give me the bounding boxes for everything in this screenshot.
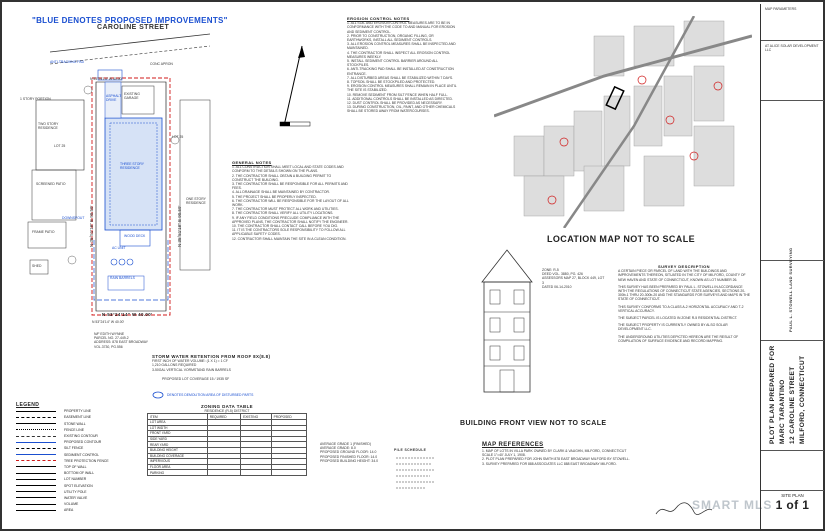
lot-right: LOT 25 <box>172 135 184 139</box>
legend-item <box>16 507 146 513</box>
north-bearing: N 53°24'14" W 40.00' <box>90 77 123 81</box>
table-cell: PARKING <box>148 470 208 476</box>
table-cell: FRONT YARD <box>148 431 208 437</box>
legend-list <box>16 408 146 513</box>
parcel-line: VOL.3730, PG.556 <box>94 344 123 349</box>
note-item: 3. ALL EROSION CONTROL MEASURES SHALL BE INSPECTED AND MAINTAINED. <box>347 42 456 51</box>
south-bearing: N 53°24'14" W 40.00' <box>92 320 125 324</box>
note-item: 5. INSTALL SEDIMENT CONTROL BARRIER AROUND ALL STOCKPILES. <box>347 59 439 68</box>
north-arrow-icon <box>274 42 314 132</box>
legend-label: EASEMENT LINE <box>64 415 92 420</box>
pile-schedule-sketch <box>394 452 438 492</box>
storm-water-line: 3-50GAL VERTICAL VORMSTAND RAIN BARRELS <box>152 367 231 372</box>
legend-swatch <box>16 485 56 486</box>
table-cell: REAR YARD <box>148 442 208 448</box>
location-map <box>494 16 752 228</box>
legend-label: LOT NUMBER <box>64 477 87 482</box>
table-cell: LOT WIDTH <box>148 425 208 431</box>
map-reference-item: 3. SURVEY PREPARED FOR 888 ASSOCIATES LLC 888 EAST BROADWAY MILFORD. <box>482 461 617 466</box>
note-item: 12. DUST CONTROL SHALL BE PROVIDED AS NECESSARY. <box>347 101 443 106</box>
pile-schedule-title: PILE SCHEDULE <box>394 448 427 452</box>
legend-label: AREA <box>64 508 74 513</box>
label-screened-patio: SCREENED PATIO <box>36 182 66 186</box>
lot-left: LOT 25 <box>54 144 66 148</box>
legend-label: VOLUME <box>64 502 79 507</box>
note-item: 10. THE CONTRACTOR SHALL CONTACT CALL BEFORE YOU DIG. <box>232 224 339 229</box>
note-item: 1. ALL CONSTRUCTION SHALL MEET LOCAL AND STATE CODES AND CONFORM TO THE DETAILS SHOWN ON THE PLANS. <box>232 165 344 174</box>
legend-swatch <box>16 510 56 511</box>
table-row <box>148 470 307 476</box>
note-item: 11. IT IS THE CONTRACTORS SOLE RESPONSIBILITY TO FOLLOW ALL APPLICABLE SAFETY CODES. <box>232 228 346 237</box>
front-view-caption: BUILDING FRONT VIEW NOT TO SCALE <box>460 420 607 427</box>
table-cell: REQUIRED <box>207 414 240 420</box>
parcel-line: ADDRESS: 878 EAST BROADWAY <box>94 340 149 345</box>
assessor-line: ASSESSORS MAP 27, BLOCK 449, LOT 3 <box>542 276 605 285</box>
legend-label: SEDIMENT CONTROL <box>64 452 99 457</box>
survey-paragraph: THIS SURVEY CONFORMS TO A CLASS A-2 HORIZONTAL ACCURACY AND T-2 VERTICAL ACCURACY. <box>618 304 744 313</box>
zoning-title: ZONING DATA TABLE <box>201 404 253 409</box>
building-front-view <box>472 242 542 402</box>
table-cell: EXISTING <box>241 414 271 420</box>
label-two-story-residence: TWO STORY RESIDENCE <box>38 122 59 131</box>
storm-water-line: FIRST INCH OF WATER VOLUME: (1 X 1) = 1 CF <box>152 359 228 364</box>
survey-paragraph: THE SUBJECT PARCEL IS LOCATED IN ZONE R-5 RESIDENTIAL DISTRICT. <box>618 316 738 321</box>
note-item: 3. THE CONTRACTOR SHALL BE RESPONSIBLE FOR ALL PERMITS AND FEES. <box>232 182 348 191</box>
tb-sheet <box>761 490 824 529</box>
note-item: 9. EROSION CONTROL MEASURES SHALL REMAIN IN PLACE UNTIL THE SITE IS STABILIZED. <box>347 84 457 93</box>
grade-line: AVERAGE GRADE 1 (FINISHED) <box>320 442 371 446</box>
assessor-line: DATED 06-14-2010 <box>542 284 572 289</box>
tb-top-label: MAP PARAMETERS <box>765 7 797 11</box>
legend-swatch <box>16 417 56 418</box>
parcel-line: PARCEL NO. 27-449-2 <box>94 336 129 341</box>
watermark: SMART MLS <box>692 498 773 512</box>
table-cell: BUILDING COVERAGE <box>148 453 208 459</box>
map-reference-item: 1. MAP OF LOTS IN VILLA PARK OWNED BY CLARK & VAUGHN, MILFORD, CONNECTICUT SCALE 1"=40' JULY 1, 1908. <box>482 449 627 458</box>
south-bearing-bottom: N 53°24'14" W 40.00' <box>102 312 153 317</box>
note-item: 4. THE CONTRACTOR SHALL INSPECT ALL EROSION CONTROL MEASURES WEEKLY. <box>347 50 451 59</box>
legend-swatch <box>16 454 56 455</box>
legend-label: EXISTING CONTOUR <box>64 434 98 439</box>
legend-swatch <box>16 436 56 437</box>
legend-swatch <box>16 448 56 449</box>
table-cell <box>241 470 271 476</box>
tb-sheet-no: 1 of 1 <box>775 498 810 513</box>
legend-label: STONE WALL <box>64 421 86 426</box>
legend-swatch <box>16 479 56 480</box>
coverage-note <box>162 377 229 381</box>
legend-swatch <box>16 460 56 461</box>
erosion-notes <box>347 16 459 114</box>
legend-label: SILT FENCE <box>64 446 84 451</box>
label-rain-barrels: RAIN BARRELS <box>110 276 135 280</box>
note-item: 8. TOPSOIL SHALL BE STOCKPILED AND PROTECTED. <box>347 80 436 85</box>
note-item: 2. PRIOR TO CONSTRUCTION, ORGANIC FILLING, OR EARTHWORKS, INSTALL ALL SEDIMENT CONTROLS. <box>347 33 434 43</box>
assessor-info <box>542 268 606 289</box>
legend-label: BOTTOM OF WALL <box>64 471 95 476</box>
location-map-caption: LOCATION MAP NOT TO SCALE <box>547 234 696 244</box>
tb-plan-title: PLOT PLAN PREPARED FOR <box>769 345 776 444</box>
assessor-line: ZONE: R-5 <box>542 268 559 272</box>
legend-swatch <box>16 504 56 505</box>
note-item: 7. THE CONTRACTOR MUST PROTECT ALL WORK AND UTILITIES. <box>232 207 339 212</box>
note-item: 8. THE CONTRACTOR SHALL VERIFY ALL UTILITY LOCATIONS. <box>232 211 334 216</box>
legend-swatch <box>16 423 56 424</box>
tb-stamp-name: PAUL L. STOWELL LAND SURVEYING <box>788 247 793 332</box>
tb-client-top <box>761 40 824 101</box>
note-item: 2. THE CONTRACTOR SHALL OBTAIN A BUILDING PERMIT TO CONSTRUCT THE BUILDING. <box>232 173 332 182</box>
label-anti-tracking-pad: ANTI-TRACKING PAD <box>50 60 85 64</box>
tb-revisions <box>761 100 824 261</box>
grade-line: PROPOSED FINISHED FLOOR: 14.0 <box>320 454 378 459</box>
table-cell: FLOOR AREA <box>148 464 208 470</box>
tb-client-top-text: AT ALICE SOLAR DEVELOPMENT LLC <box>765 44 819 53</box>
storm-water-title: STORM WATER RETENTION FROM ROOF 8X(8.8) <box>152 354 271 359</box>
survey-paragraph: A CERTAIN PIECE OR PARCEL OF LAND WITH THE BUILDINGS AND IMPROVEMENTS THEREON, SITUATED IN THE CITY OF MILFORD, COUNTY OF NEW HAVEN AND STATE OF CONNECTICUT, KNOWN AS LOT NUMBER 26. <box>618 269 746 282</box>
label-wood-deck: WOOD DECK <box>124 234 146 238</box>
legend-label: TREE PROTECTION FENCE <box>64 458 109 463</box>
map-reference-item: 2. PLOT PLAN PREPARED FOR JOHN SMITH 878 EAST BROADWAY MILFORD BY STOWELL. <box>482 457 630 462</box>
pile-schedule <box>394 448 438 497</box>
legend-swatch <box>16 429 56 430</box>
note-item: 1. ALL SOIL AND EROSION CONTROL MEASURES ARE TO BE IN CONFORMANCE WITH THE CODE TO AND MANUAL FOR EROSION AND SEDIMENT CONTROL. <box>347 21 456 34</box>
label-proposed-residence: THREE STORY RESIDENCE <box>120 162 144 171</box>
survey-paragraph: THIS SURVEY HAS BEEN PREPARED BY PAUL L. STOWELL IN ACCORDANCE WITH THE REGULATIONS OF CONNECTICUT STATE AGENCIES, SECTIONS 20-300b-1 THRU 20-300b-20 AND THE STANDARDS FOR SURVEYS AND MAPS IN THE STATE OF CONNECTICUT. <box>618 284 750 302</box>
label-concrete-apron: CONC APRON <box>150 62 173 66</box>
legend-swatch <box>16 411 56 412</box>
label-existing-garage: EXISTING GARAGE <box>124 92 140 101</box>
label-ac-unit: AC UNIT <box>112 246 126 250</box>
map-references-title: MAP REFERENCES <box>482 442 544 448</box>
tb-stamp <box>761 247 824 341</box>
label-shed: SHED <box>32 264 42 268</box>
legend-label: WATER VALVE <box>64 495 88 500</box>
table-cell <box>207 470 240 476</box>
survey-title: SURVEY DESCRIPTION <box>658 264 710 269</box>
legend-swatch <box>16 491 56 492</box>
survey-description <box>618 264 750 346</box>
tb-info <box>761 450 824 491</box>
zoning-subtitle: RESIDENCE (R-5) DISTRICT <box>204 409 250 414</box>
tb-project <box>761 340 824 451</box>
grade-notes <box>320 442 390 463</box>
legend-swatch <box>16 473 56 474</box>
parcel-line: N/F EDITH WYNNE <box>94 332 125 336</box>
legend-label: UTILITY POLE <box>64 489 87 494</box>
label-one-story-right: ONE STORY RESIDENCE <box>186 197 206 206</box>
table-cell: BUILDING HEIGHT <box>148 447 208 453</box>
tb-parameters <box>761 4 824 41</box>
note-item: 6. ANTI-TRACKING PAD SHALL BE INSTALLED AT CONSTRUCTION ENTRANCE. <box>347 67 454 76</box>
survey-paragraph: THE UNDERGROUND UTILITIES DEPICTED HEREON ARE THE RESULT OF COMPILATION OF SURFACE EVIDENCE AND RECORD MAPPING. <box>618 334 739 343</box>
note-item: 5. THE PROJECT SHALL BE PROPERLY INSPECTED. <box>232 194 317 199</box>
note-item: 12. CONTRACTOR SHALL MAINTAIN THE SITE IN A CLEAN CONDITION. <box>232 236 347 241</box>
erosion-notes-title: EROSION CONTROL NOTES <box>347 16 410 21</box>
legend-swatch <box>16 466 56 467</box>
tb-city: MILFORD, CONNECTICUT <box>799 355 806 444</box>
note-item: 6. THE CONTRACTOR WILL BE RESPONSIBLE FOR THE LAYOUT OF ALL WORK. <box>232 198 349 208</box>
table-cell <box>271 470 306 476</box>
site-plan-drawing <box>10 30 215 330</box>
note-item: 4. ALL DRAINAGE SHALL BE MAINTAINED BY CONTRACTOR. <box>232 190 330 195</box>
label-one-story-portion: 1 STORY PORTION <box>20 97 51 101</box>
parcel-info <box>94 332 148 349</box>
note-item: 11. ADDITIONAL CONTROLS SHALL BE INSTALLED AS DIRECTED. <box>347 96 453 101</box>
note-item: 10. REMOVE SEDIMENT FROM SILT FENCE WHEN HALF FULL. <box>347 92 448 97</box>
street-name: CAROLINE STREET <box>97 24 170 31</box>
legend <box>16 403 146 513</box>
label-asphalt-drive: ASPHALT DRIVE <box>106 94 122 103</box>
zoning-table-section <box>147 404 307 476</box>
blue-oval-icon <box>152 391 164 399</box>
legend-label: TOP OF WALL <box>64 464 87 469</box>
zoning-table <box>147 413 307 476</box>
proposed-area-note-text: DENOTES DEMOLITION AREA OF DISTURBED PARTS <box>167 392 254 397</box>
storm-water-section <box>152 354 352 372</box>
title-block <box>760 4 824 529</box>
proposed-area-note <box>152 391 253 399</box>
survey-paragraph: THE SUBJECT PROPERTY IS CURRENTLY OWNED BY ALSO SOLAR DEVELOPMENT LLC. <box>618 323 728 332</box>
map-references <box>482 442 632 466</box>
legend-label: PROPOSED CONTOUR <box>64 440 102 445</box>
grade-line: AVERAGE GRADE: 8.0 <box>320 446 356 451</box>
legend-title: LEGEND <box>16 402 40 408</box>
legend-swatch <box>16 497 56 498</box>
note-item: 9. IF ANY FIELD CONDITIONS PRECLUDE COMPLIANCE WITH THE APPROVED PLANS, THE CONTRACTOR SHALL NOTIFY THE ENGINEER. <box>232 215 349 224</box>
table-cell: IMPERVIOUS <box>148 459 208 465</box>
tb-address: 12 CAROLINE STREET <box>789 366 796 444</box>
table-cell: ITEM <box>148 414 208 420</box>
table-cell: SIDE YARD <box>148 436 208 442</box>
coverage-line: PROPOSED LOT COVERAGE 15 / 1935 SF <box>162 377 230 381</box>
grade-line: PROPOSED BUILDING HEIGHT: 34.0 <box>320 458 379 463</box>
table-cell: PROPOSED <box>271 414 306 420</box>
legend-label: PROPERTY LINE <box>64 409 92 414</box>
general-notes <box>232 160 352 241</box>
general-notes-title: GENERAL NOTES <box>232 160 272 165</box>
legend-swatch <box>16 442 56 443</box>
east-bearing: N 35°51'18" E 90.59' <box>177 205 182 247</box>
tb-sheet-label: SITE PLAN <box>781 493 804 498</box>
legend-label: FENCE LINE <box>64 427 84 432</box>
blue-legend-note: "BLUE DENOTES PROPOSED IMPROVEMENTS" <box>32 16 228 25</box>
note-item: 13. DURING CONSTRUCTION, OIL, PAINT, AND OTHER CHEMICALS SHALL BE STORED AWAY FROM WATERCOURSES. <box>347 105 456 114</box>
label-frame-patio: FRAME PATIO <box>32 230 55 234</box>
legend-label: SPOT ELEVATION <box>64 483 93 488</box>
note-item: 7. ALL DISTURBED AREAS SHALL BE STABILIZED WITHIN 7 DAYS. <box>347 75 454 80</box>
grade-line: PROPOSED GROUND FLOOR: 14.0 <box>320 450 377 455</box>
storm-water-line: 1,210 GALLONS REQUIRED <box>152 363 197 368</box>
west-bearing: N 35°51'18" E 90.59' <box>89 205 94 247</box>
table-cell: LOT AREA <box>148 420 208 426</box>
tb-client: MARC TARANTINO <box>779 379 786 444</box>
assessor-line: DEED VOL. 3880, PG. 426 <box>542 272 583 277</box>
label-downspout: DOWNSPOUT <box>62 216 85 220</box>
